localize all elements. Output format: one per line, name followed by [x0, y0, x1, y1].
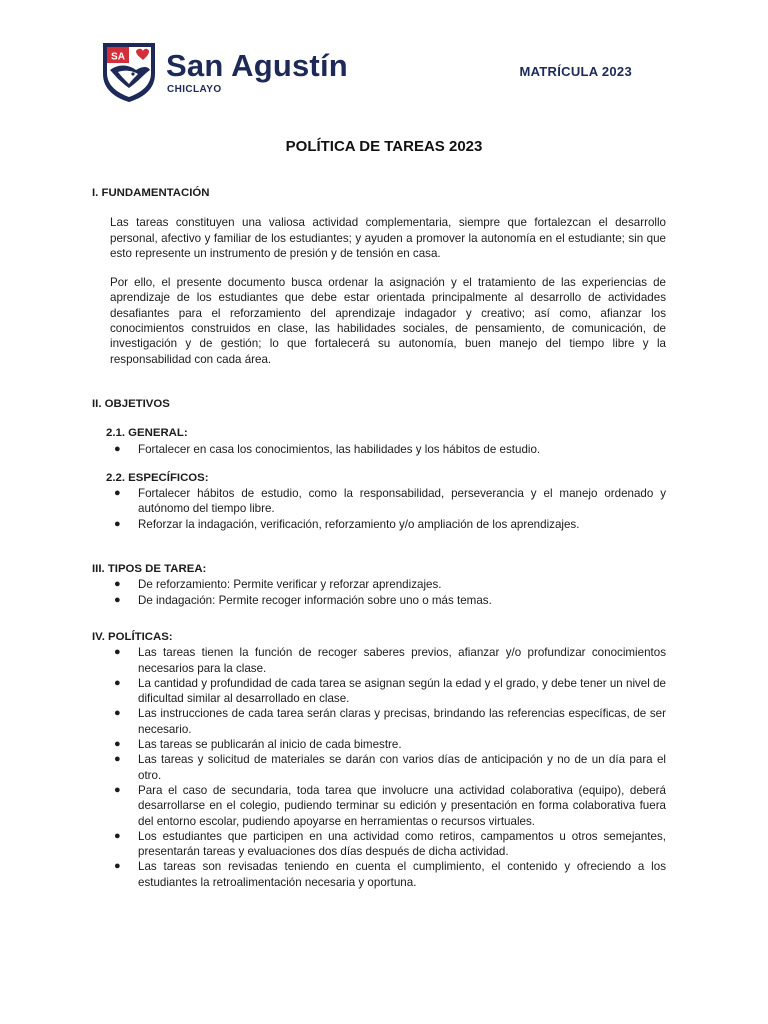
list-item: ● Para el caso de secundaria, toda tarea que involucre una actividad colaborativa (equipo), deberá desarrollarse en el colegio, pudiendo terminar su edición y presentación en forma colaborativa fuera del entorno escolar, pudiendo apoyarse en herramientas o recursos virtuales. — [114, 783, 666, 828]
document-body — [92, 186, 666, 890]
bullet-icon: ● — [114, 860, 121, 873]
general-list — [92, 442, 666, 457]
list-item: ● Reforzar la indagación, verificación, reforzamiento y/o ampliación de los aprendizajes. — [114, 517, 580, 531]
list-item: ● Las tareas se publicarán al inicio de cada bimestre. — [114, 738, 402, 752]
paragraph: Las tareas constituyen una valiosa actividad complementaria, siempre que fortalezcan el desarrollo personal, afectivo y familiar de los estudiantes; y ayuden a promover la autonomía en el estudiante; sin que esto represente un instrumento de presión y de tensión en casa. — [110, 216, 666, 260]
shield-initials: SA — [111, 51, 125, 63]
paragraph: Por ello, el presente documento busca ordenar la asignación y el tratamiento de las experiencias de aprendizaje de los estudiantes que debe estar orientada principalmente al desarrollo de actividades desafiantes para el reforzamiento del aprendizaje indagador y creativo; así como, afianzar los conocimientos construidos en clase, las habilidades sociales, de pensamiento, de comunicación, de investigación y de gestión; lo que fortalecerá su autonomía, buen manejo del tiempo libre y la responsabilidad con cada área. — [110, 276, 666, 366]
letterhead — [100, 38, 640, 108]
school-name: San Agustín — [166, 48, 348, 83]
section-heading-fundamentacion: I. FUNDAMENTACIÓN — [92, 187, 210, 199]
bullet-icon: ● — [114, 676, 121, 689]
document-title: POLÍTICA DE TAREAS 2023 — [285, 138, 483, 155]
list-item: ● Las tareas y solicitud de materiales se darán con varios días de anticipación y no de un día para el otro. — [114, 753, 666, 782]
section-heading-politicas: IV. POLÍTICAS: — [92, 630, 173, 643]
bullet-icon: ● — [114, 738, 121, 751]
list-item: ● La cantidad y profundidad de cada tarea se asignan según la edad y el grado, y debe tener un nivel de dificultad similar al desarrollado en clase. — [114, 676, 666, 706]
bullet-icon: ● — [114, 593, 121, 606]
list-item: ● Las tareas son revisadas teniendo en cuenta el cumplimiento, el contenido y ofreciendo a los estudiantes la retroalimentación necesaria y oportuna. — [114, 860, 666, 889]
subheading-general: 2.1. GENERAL: — [106, 427, 188, 440]
matricula-label: MATRÍCULA 2023 — [519, 64, 632, 79]
list-item: ● De reforzamiento: Permite verificar y reforzar aprendizajes. — [114, 578, 442, 592]
bullet-icon: ● — [114, 753, 121, 766]
politicas-list — [92, 645, 666, 890]
school-shield-logo — [100, 40, 158, 104]
bullet-icon: ● — [114, 517, 121, 530]
bullet-icon: ● — [114, 442, 121, 455]
section-heading-tipos: III. TIPOS DE TAREA: — [92, 563, 207, 576]
bullet-icon: ● — [114, 829, 121, 842]
list-item: ● Las instrucciones de cada tarea serán claras y precisas, brindando las referencias específicas, de ser necesario. — [114, 707, 666, 736]
list-item: ● Las tareas tienen la función de recoger saberes previos, afianzar y/o profundizar conocimientos necesarios para la clase. — [114, 646, 666, 675]
list-item: ● Fortalecer hábitos de estudio, como la responsabilidad, perseverancia y el manejo ordenado y autónomo del tiempo libre. — [114, 487, 666, 516]
bullet-icon: ● — [114, 646, 121, 659]
bullet-icon: ● — [114, 487, 121, 500]
tipos-list — [92, 577, 666, 608]
bullet-icon: ● — [114, 578, 121, 591]
especificos-list — [92, 486, 666, 532]
bullet-icon: ● — [114, 783, 121, 796]
bullet-icon: ● — [114, 707, 121, 720]
list-item: ● Fortalecer en casa los conocimientos, las habilidades y los hábitos de estudio. — [114, 442, 541, 456]
school-city: CHICLAYO — [167, 84, 222, 95]
list-item: ● De indagación: Permite recoger información sobre uno o más temas. — [114, 593, 492, 607]
section-heading-objetivos: II. OBJETIVOS — [92, 397, 170, 410]
list-item: ● Los estudiantes que participen en una actividad como retiros, campamentos u otros semejantes, presentarán tareas y evaluaciones dos días después de dicha actividad. — [114, 829, 666, 859]
subheading-especificos: 2.2. ESPECÍFICOS: — [106, 471, 209, 484]
